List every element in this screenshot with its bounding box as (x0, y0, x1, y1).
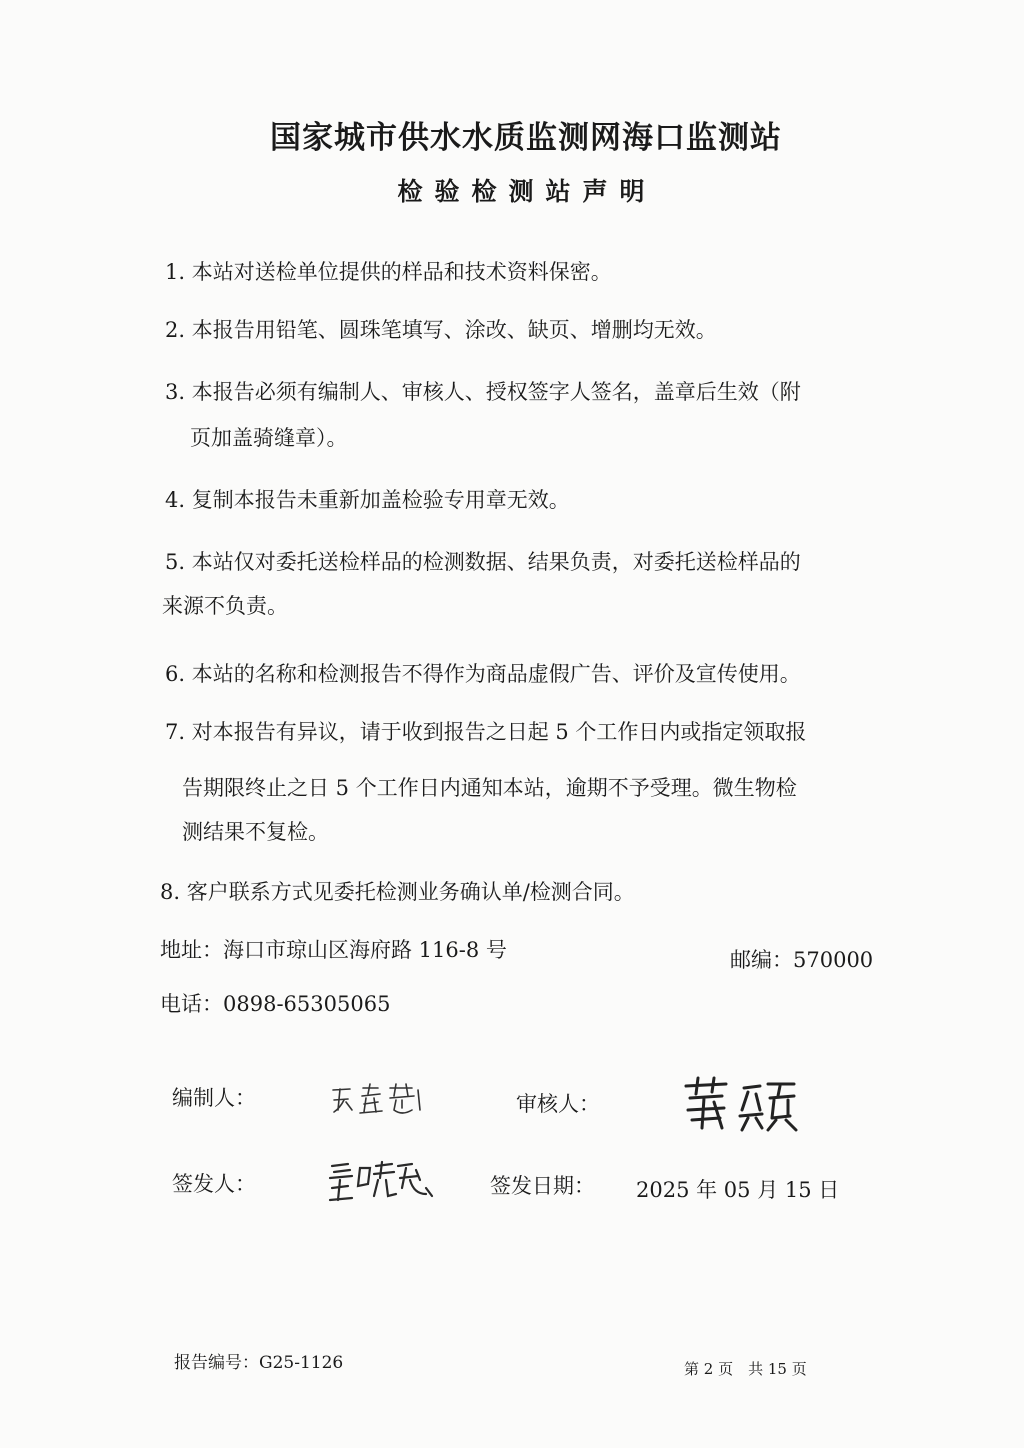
statement-5-continued: 来源不负责。 (162, 594, 288, 618)
reviewer-label: 审核人： (516, 1092, 600, 1116)
compiler-label: 编制人： (172, 1086, 256, 1110)
issue-date-label: 签发日期： (490, 1174, 595, 1198)
statement-5: 5. 本站仅对委托送检样品的检测数据、结果负责，对委托送检样品的 (165, 550, 801, 574)
issuer-label: 签发人： (172, 1172, 256, 1196)
contact-address: 地址：海口市琼山区海府路 116-8 号 (160, 938, 507, 962)
page-subtitle: 检验检测站声明 (397, 177, 657, 206)
issue-date: 2025 年 05 月 15 日 (636, 1178, 840, 1202)
statement-3: 3. 本报告必须有编制人、审核人、授权签字人签名，盖章后生效（附 (165, 380, 801, 404)
page-title: 国家城市供水水质监测网海口监测站 (270, 120, 782, 156)
statement-7-continued: 告期限终止之日 5 个工作日内通知本站，逾期不予受理。微生物检 (182, 776, 797, 800)
statement-8: 8. 客户联系方式见委托检测业务确认单/检测合同。 (160, 880, 635, 904)
statement-1: 1. 本站对送检单位提供的样品和技术资料保密。 (165, 260, 612, 284)
statement-6: 6. 本站的名称和检测报告不得作为商品虚假广告、评价及宣传使用。 (165, 662, 801, 686)
report-number: 报告编号：G25-1126 (174, 1353, 344, 1373)
statement-2: 2. 本报告用铅笔、圆珠笔填写、涂改、缺页、增删均无效。 (165, 318, 717, 342)
statement-3-continued: 页加盖骑缝章）。 (190, 426, 348, 450)
reviewer-signature (682, 1074, 802, 1134)
contact-postcode: 邮编：570000 (730, 948, 874, 972)
statement-7: 7. 对本报告有异议，请于收到报告之日起 5 个工作日内或指定领取报 (165, 720, 807, 744)
page-info: 第 2 页 共 15 页 (684, 1360, 807, 1378)
issuer-signature (326, 1158, 436, 1208)
contact-phone: 电话：0898-65305065 (160, 992, 391, 1016)
statement-7-continued-2: 测结果不复检。 (182, 820, 329, 844)
statement-4: 4. 复制本报告未重新加盖检验专用章无效。 (165, 488, 570, 512)
compiler-signature (330, 1080, 440, 1120)
